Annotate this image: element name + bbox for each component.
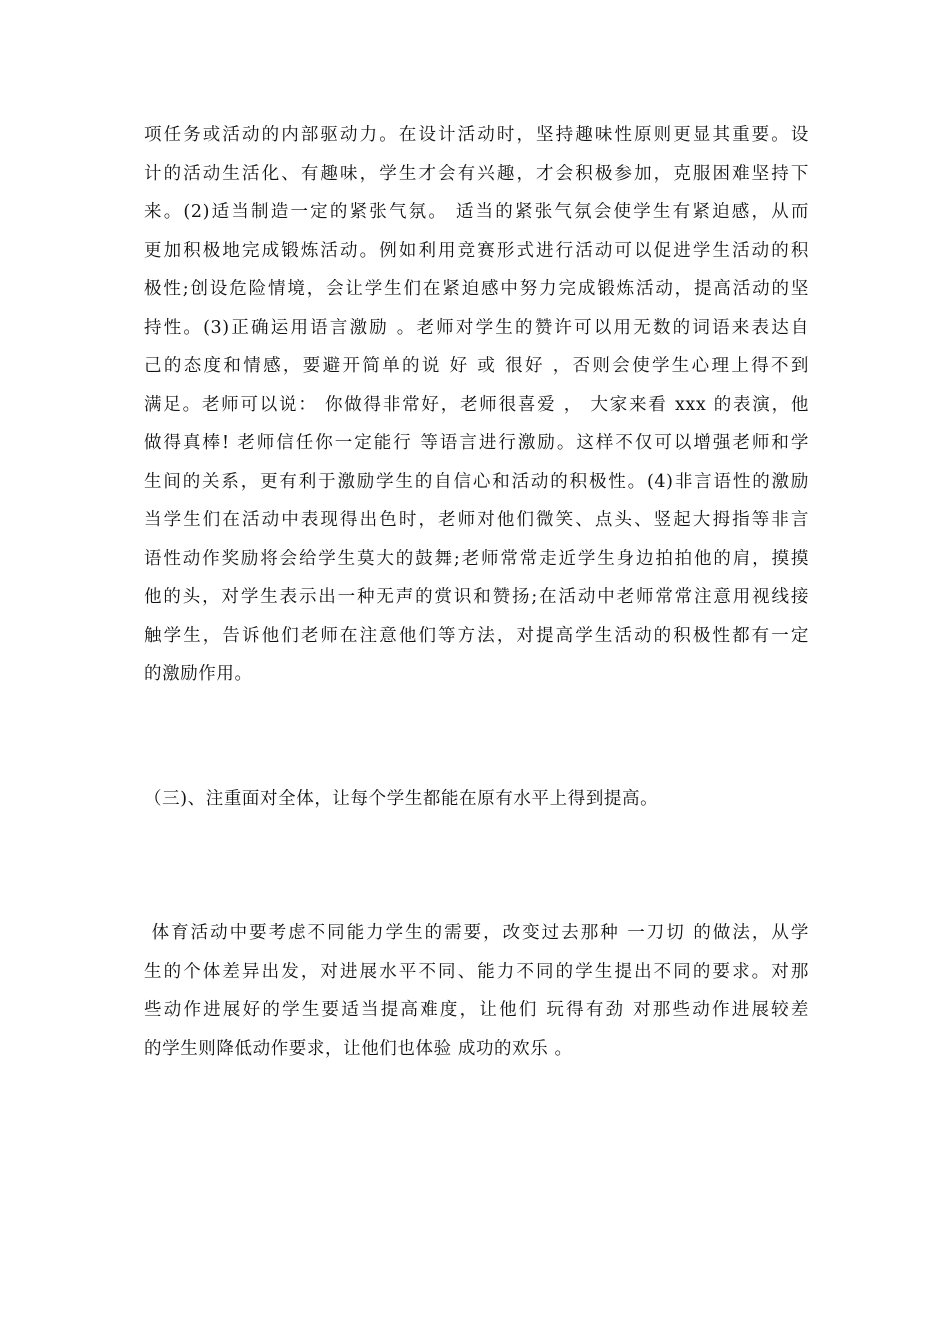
text-line: 体育活动中要考虑不同能力学生的需要，改变过去那种 一刀切 的做法，从学 [144,923,809,943]
text-line: 持性。(3)正确运用语言激励 。老师对学生的赞许可以用无数的词语来表达自 [144,317,809,338]
text-line: 项任务或活动的内部驱动力。在设计活动时，坚持趣味性原则更显其重要。设 [144,125,809,145]
text-line: 些动作进展好的学生要适当提高难度，让他们 玩得有劲 对那些动作进展较差 [144,1000,809,1020]
text-line: 他的头，对学生表示出一种无声的赏识和赞扬;在活动中老师常常注意用视线接 [144,587,809,607]
section-heading [144,780,809,819]
text-line: 语性动作奖励将会给学生莫大的鼓舞;老师常常走近学生身边拍拍他的肩，摸摸 [144,548,809,569]
text-line: 当学生们在活动中表现得出色时，老师对他们微笑、点头、竖起大拇指等非言 [144,510,809,530]
text-line: 生间的关系，更有利于激励学生的自信心和活动的积极性。(4)非言语性的激励 [144,471,809,492]
text-line: 做得真棒! 老师信任你一定能行 等语言进行激励。这样不仅可以增强老师和学 [144,433,809,453]
text-line: 更加积极地完成锻炼活动。例如利用竞赛形式进行活动可以促进学生活动的积 [144,240,809,261]
paragraph-motivation [144,116,809,694]
text-line: 生的个体差异出发，对进展水平不同、能力不同的学生提出不同的要求。对那 [144,961,809,982]
text-line: 己的态度和情感，要避开简单的说 好 或 很好 ，否则会使学生心理上得不到 [144,356,809,376]
text-line: 的学生则降低动作要求，让他们也体验 成功的欢乐 。 [144,1038,573,1059]
section-heading-text: （三)、注重面对全体，让每个学生都能在原有水平上得到提高。 [144,789,659,809]
text-line: 满足。老师可以说： 你做得非常好，老师很喜爱 ， 大家来看 xxx 的表演，他 [144,394,809,415]
text-line: 来。(2)适当制造一定的紧张气氛。 适当的紧张气氛会使学生有紧迫感，从而 [144,202,809,222]
text-line: 的激励作用。 [144,664,253,684]
paragraph-individual-differences [144,914,809,1068]
text-line: 极性;创设危险情境，会让学生们在紧迫感中努力完成锻炼活动，提高活动的坚 [144,279,809,299]
text-line: 触学生，告诉他们老师在注意他们等方法，对提高学生活动的积极性都有一定 [144,625,809,646]
text-line: 计的活动生活化、有趣味，学生才会有兴趣，才会积极参加，克服困难坚持下 [144,163,809,184]
